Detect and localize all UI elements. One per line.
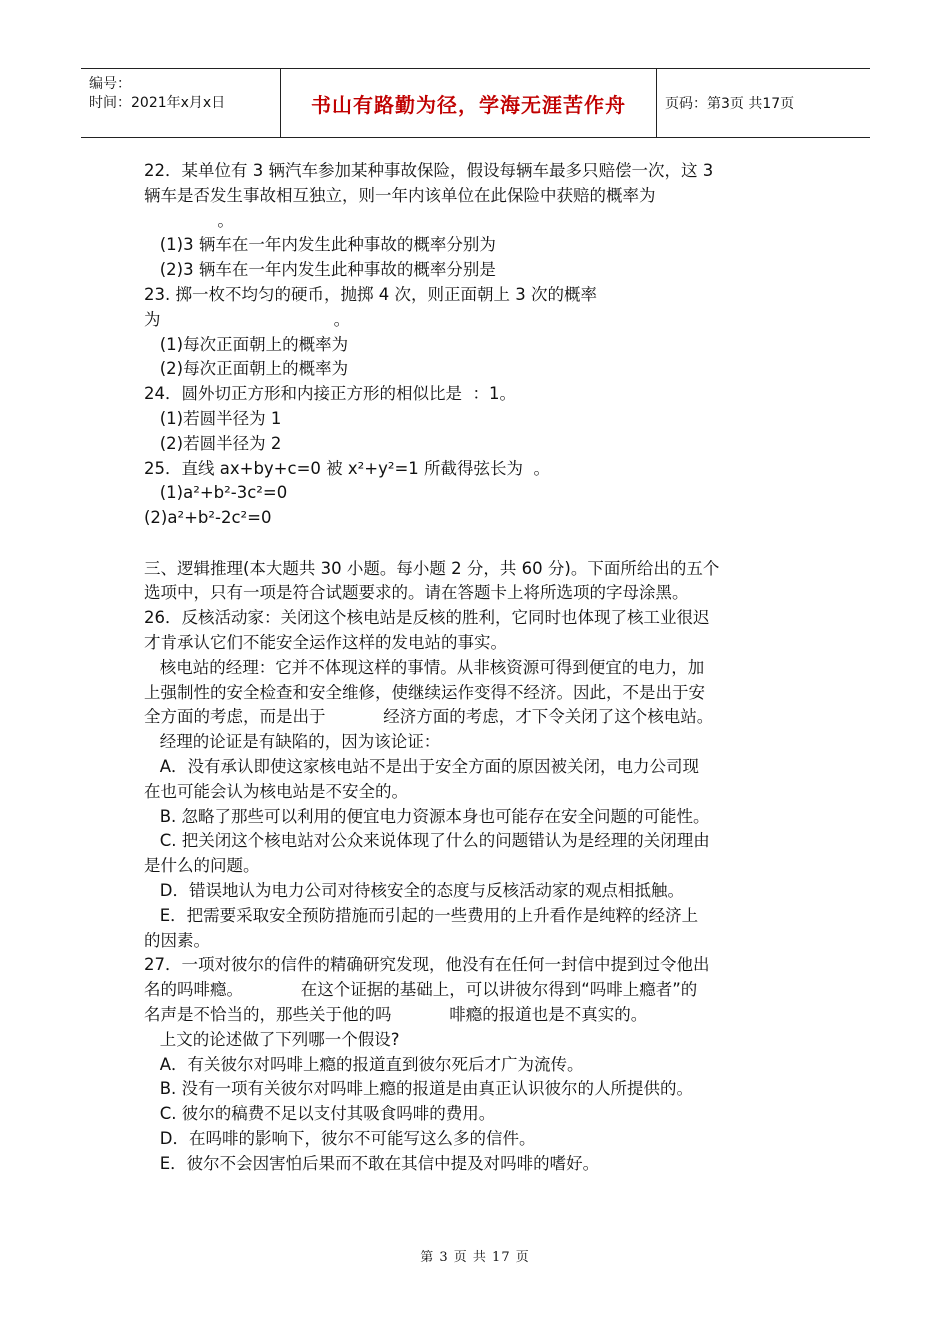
section3-intro-line-1: 三、逻辑推理(本大题共 30 小题。每小题 2 分，共 60 分)。下面所给出的五个 <box>144 559 720 578</box>
q24-option-1: (1)若圆半径为 1 <box>144 409 282 428</box>
q26-option-a-line-1: A．没有承认即使这家核电站不是出于安全方面的原因被关闭，电力公司现 <box>144 757 700 776</box>
page-header <box>81 68 870 138</box>
q26-line-4: 上强制性的安全检查和安全维修，使继续运作变得不经济。因此，不是出于安 <box>144 683 705 702</box>
q27-option-d: D．在吗啡的影响下，彼尔不可能写这么多的信件。 <box>144 1129 536 1148</box>
q26-option-e-line-1: E．把需要采取安全预防措施而引起的一些费用的上升看作是纯粹的经济上 <box>144 906 699 925</box>
q26-option-d: D．错误地认为电力公司对待核安全的态度与反核活动家的观点相抵触。 <box>144 881 684 900</box>
header-page-info: 页码：第3页 共17页 <box>665 96 795 112</box>
q26-line-6: 经理的论证是有缺陷的，因为该论证： <box>144 732 441 751</box>
q26-line-5: 全方面的考虑，而是出于 经济方面的考虑，才下令关闭了这个核电站。 <box>144 707 714 726</box>
q26-line-1: 26．反核活动家：关闭这个核电站是反核的胜利，它同时也体现了核工业很迟 <box>144 608 710 627</box>
q23-line-1: 23. 掷一枚不均匀的硬币，抛掷 4 次，则正面朝上 3 次的概率 <box>144 285 597 304</box>
header-page-cell <box>657 69 878 137</box>
q22-line-1: 22．某单位有 3 辆汽车参加某种事故保险，假设每辆车最多只赔偿一次，这 3 <box>144 161 714 180</box>
q27-line-2: 名的吗啡瘾。 在这个证据的基础上，可以讲彼尔得到“吗啡上瘾者”的 <box>144 980 698 999</box>
q27-line-3: 名声是不恰当的，那些关于他的吗 啡瘾的报道也是不真实的。 <box>144 1005 648 1024</box>
q26-option-e-line-2: 的因素。 <box>144 931 210 950</box>
q23-line-2: 为 。 <box>144 310 351 329</box>
q25-option-1: (1)a²+b²-3c²=0 <box>144 483 288 502</box>
q22-line-3: 。 <box>144 211 234 230</box>
q22-line-2: 辆车是否发生事故相互独立，则一年内该单位在此保险中获赔的概率为 <box>144 186 656 205</box>
page-footer: 第 3 页 共 17 页 <box>420 1250 530 1265</box>
q23-option-2: (2)每次正面朝上的概率为 <box>144 359 349 378</box>
q25-line-1: 25．直线 ax+by+c=0 被 x²+y²=1 所截得弦长为 。 <box>144 459 551 478</box>
q24-option-2: (2)若圆半径为 2 <box>144 434 282 453</box>
q23-option-1: (1)每次正面朝上的概率为 <box>144 335 349 354</box>
q27-line-1: 27．一项对彼尔的信件的精确研究发现，他没有在任何一封信中提到过令他出 <box>144 955 710 974</box>
q22-option-2: (2)3 辆车在一年内发生此种事故的概率分别是 <box>144 260 496 279</box>
header-meta-cell <box>81 69 281 137</box>
q25-option-2: (2)a²+b²-2c²=0 <box>144 508 272 527</box>
document-time-label: 时间：2021年x月x日 <box>89 95 226 111</box>
q26-option-b: B. 忽略了那些可以利用的便宜电力资源本身也可能存在安全问题的可能性。 <box>144 807 710 826</box>
q26-option-a-line-2: 在也可能会认为核电站是不安全的。 <box>144 782 408 801</box>
q27-option-a: A．有关彼尔对吗啡上瘾的报道直到彼尔死后才广为流传。 <box>144 1055 584 1074</box>
q26-line-2: 才肯承认它们不能安全运作这样的发电站的事实。 <box>144 633 507 652</box>
q26-line-3: 核电站的经理：它并不体现这样的事情。从非核资源可得到便宜的电力，加 <box>144 658 705 677</box>
header-motto-cell <box>281 69 657 137</box>
q22-option-1: (1)3 辆车在一年内发生此种事故的概率分别为 <box>144 235 496 254</box>
q27-option-e: E．彼尔不会因害怕后果而不敢在其信中提及对吗啡的嗜好。 <box>144 1154 600 1173</box>
section3-intro-line-2: 选项中，只有一项是符合试题要求的。请在答题卡上将所选项的字母涂黑。 <box>144 583 689 602</box>
q27-line-4: 上文的论述做了下列哪一个假设? <box>144 1030 400 1049</box>
header-motto: 书山有路勤为径，学海无涯苦作舟 <box>311 92 626 117</box>
document-number-label: 编号： <box>89 76 131 92</box>
q27-option-c: C. 彼尔的稿费不足以支付其吸食吗啡的费用。 <box>144 1104 496 1123</box>
q26-option-c-line-1: C. 把关闭这个核电站对公众来说体现了什么的问题错认为是经理的关闭理由 <box>144 831 710 850</box>
q24-line-1: 24．圆外切正方形和内接正方形的相似比是 ：1。 <box>144 384 516 403</box>
q26-option-c-line-2: 是什么的问题。 <box>144 856 260 875</box>
q27-option-b: B. 没有一项有关彼尔对吗啡上瘾的报道是由真正认识彼尔的人所提供的。 <box>144 1079 694 1098</box>
